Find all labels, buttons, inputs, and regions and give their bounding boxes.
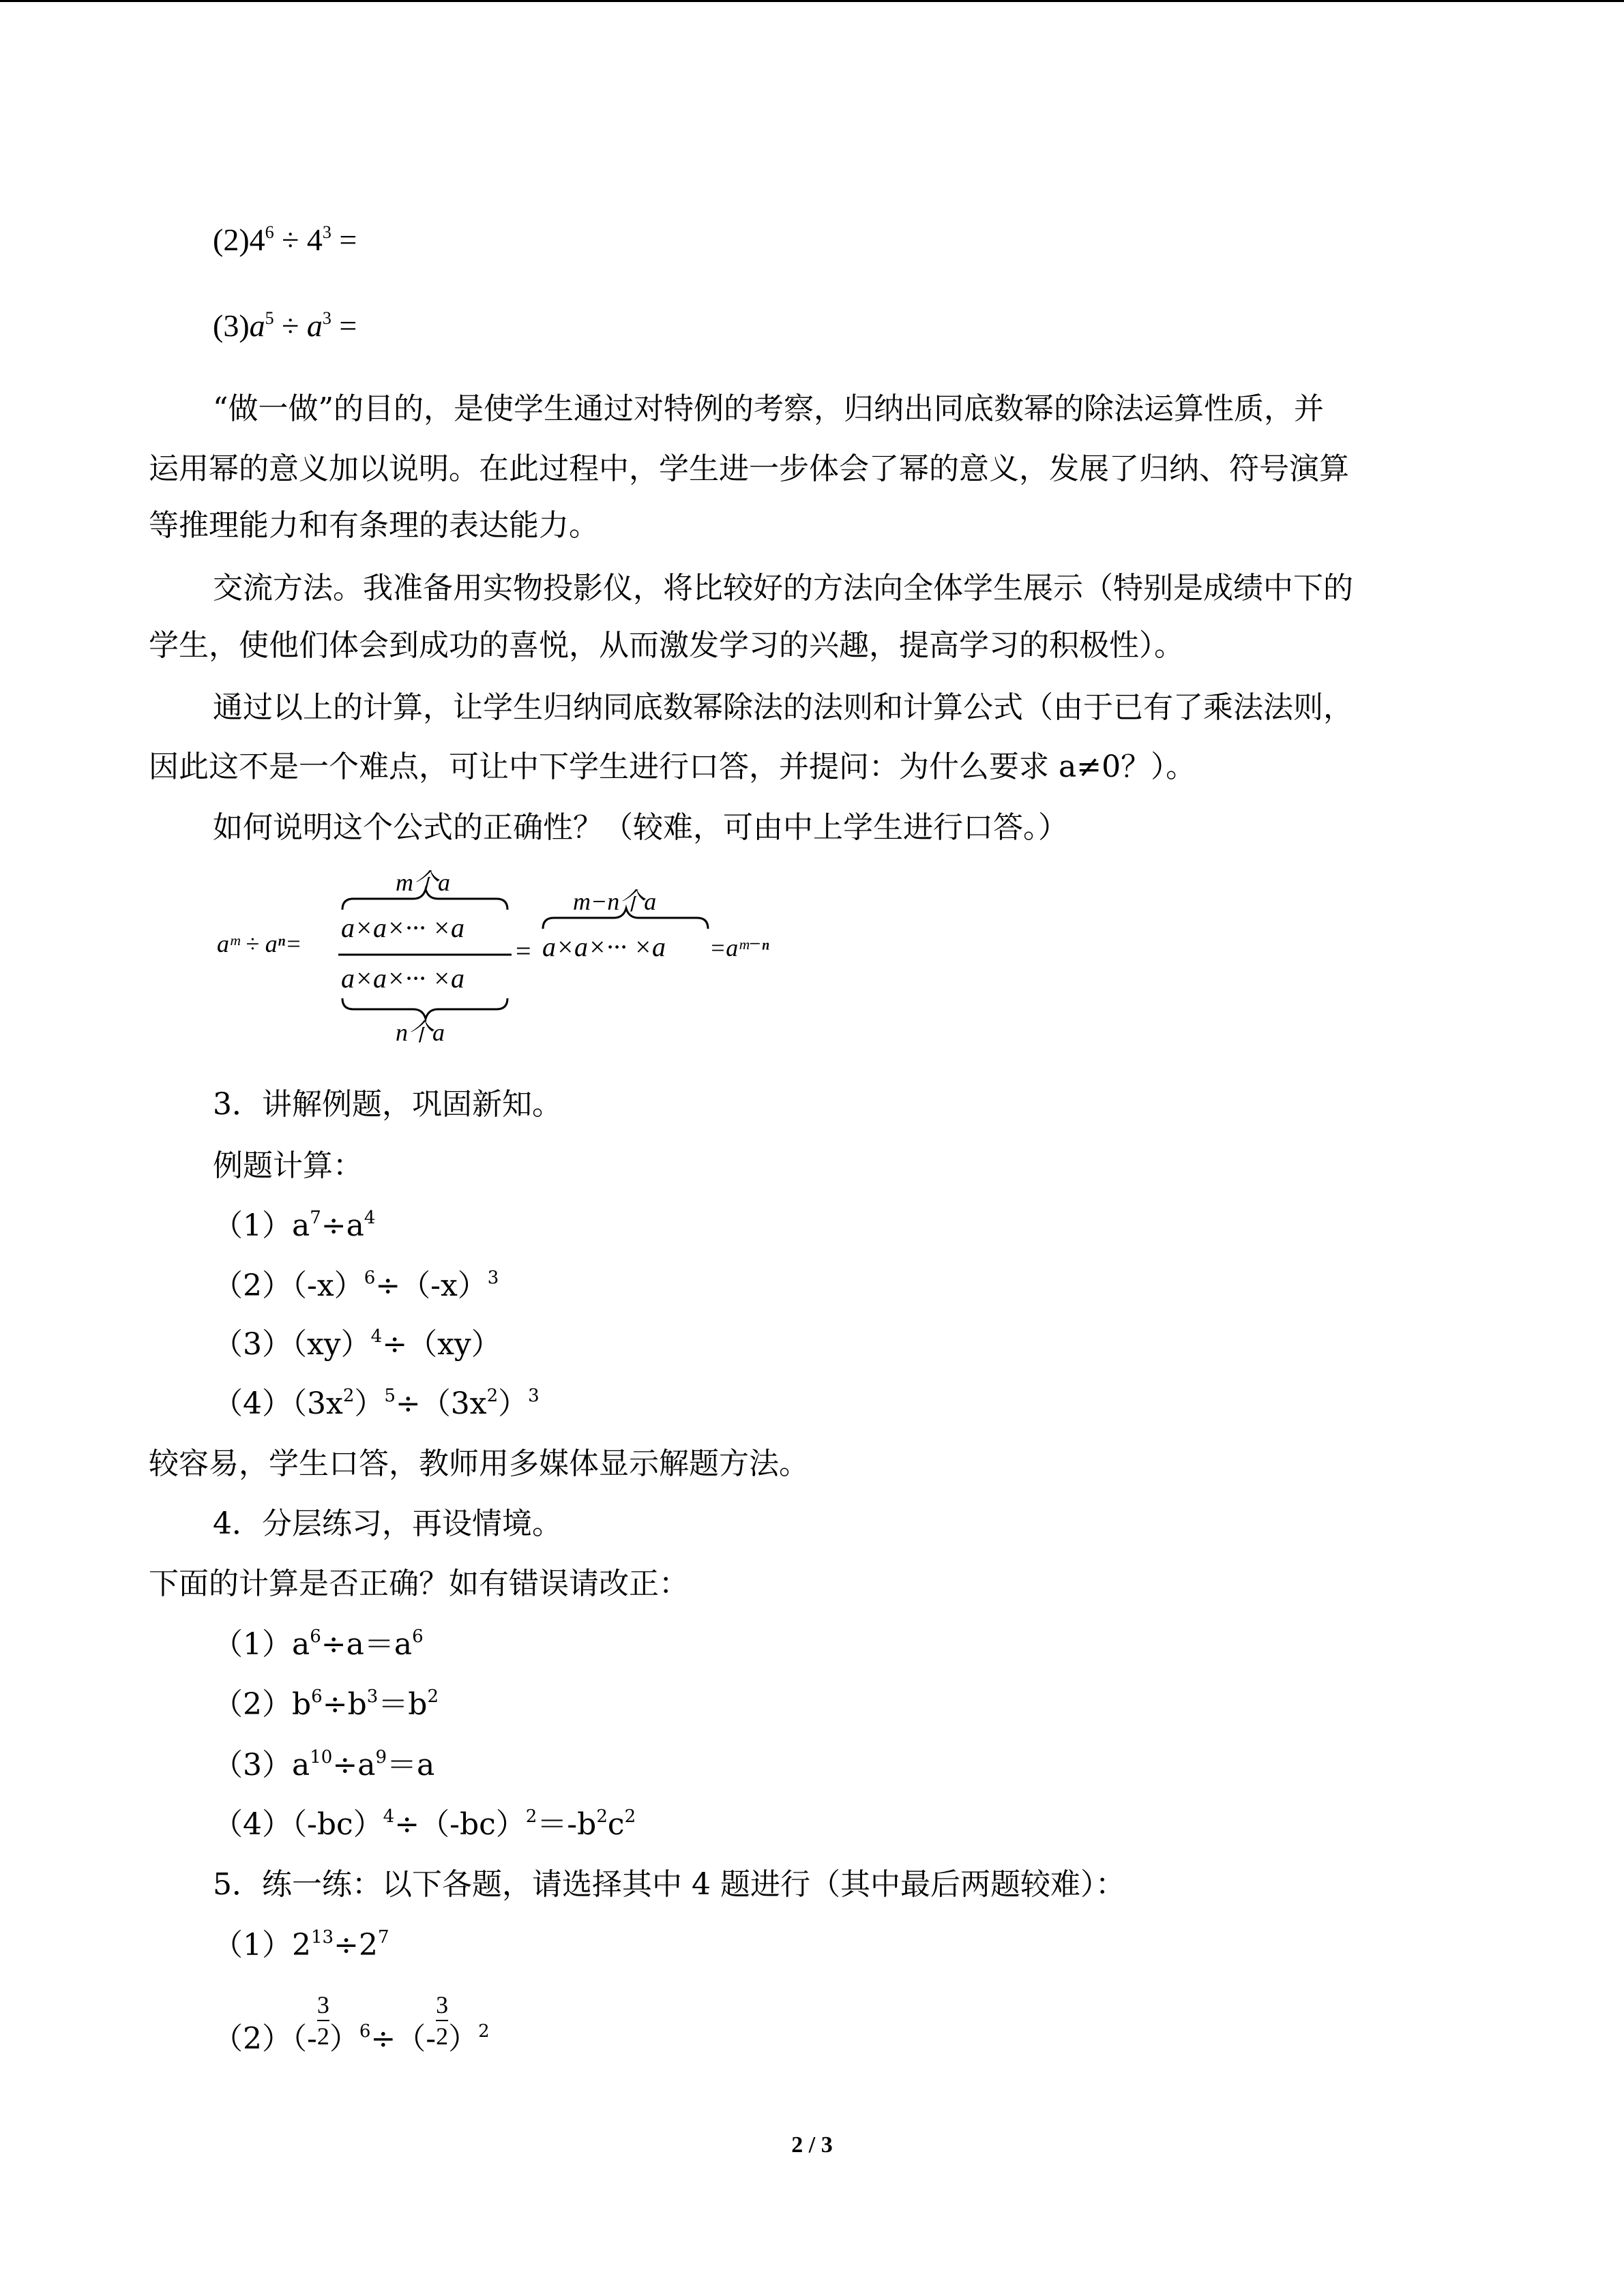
- ex3-eq: =: [331, 308, 357, 343]
- bottom-brace-label: n个a: [396, 1019, 445, 1046]
- exercise-2: [213, 221, 357, 264]
- ex1-sup2: 4: [364, 1208, 376, 1228]
- section5-title: 5．练一练：以下各题，请选择其中 4 题进行（其中最后两题较难）：: [213, 1867, 1125, 1902]
- p2-end: ）: [448, 2021, 479, 2057]
- ex3-pre: （3）（xy）: [213, 1327, 371, 1362]
- paragraph-line: 等推理能力和有条理的表达能力。: [149, 508, 599, 543]
- fraction-three-halves: [317, 1991, 329, 2050]
- ex3-mid: ÷（xy）: [382, 1327, 501, 1362]
- p1-sup2: 7: [377, 1927, 389, 1948]
- c4-g: c: [607, 1807, 625, 1842]
- ex4-sup4: 3: [528, 1386, 540, 1406]
- ex4-sup3: 2: [486, 1386, 499, 1406]
- frac1-den: 2: [316, 2023, 329, 2050]
- ex1-mid: ÷a: [321, 1208, 364, 1243]
- ex2-eq: =: [331, 222, 357, 257]
- denominator-product: a×a×··· ×a: [341, 963, 464, 994]
- ex1-sup1: 7: [310, 1208, 321, 1228]
- c2-e: ＝b: [378, 1687, 428, 1722]
- paragraph-line: 通过以上的计算，让学生归纳同底数幂除法的法则和计算公式（由于已有了乘法法则，: [213, 690, 1353, 725]
- section4-subtitle: 下面的计算是否正确？如有错误请改正：: [149, 1566, 689, 1601]
- numerator-product: a×a×··· ×a: [341, 912, 464, 943]
- paragraph-line: “做一做”的目的，是使学生通过对特例的考察，归纳出同底数幂的除法运算性质，并: [213, 391, 1324, 426]
- ex4-tail: ）: [498, 1386, 529, 1421]
- ex4-pre: （4）（3x: [213, 1386, 343, 1421]
- ex4-sup1: 2: [342, 1386, 355, 1406]
- ex2-exp2: 3: [322, 222, 331, 242]
- ex2-mid: ÷（-x）: [375, 1268, 488, 1303]
- ex3-sup1: 4: [370, 1326, 383, 1347]
- c4-e: ＝-b: [537, 1807, 597, 1842]
- c1-b: 6: [310, 1626, 321, 1647]
- ex2-exp1: 6: [265, 222, 274, 242]
- p2-mid: ）: [329, 2021, 359, 2057]
- power-division-formula: [211, 866, 812, 1050]
- fraction-three-halves-2: [436, 1991, 448, 2050]
- c4-f: 2: [596, 1806, 608, 1827]
- c4-d: 2: [525, 1806, 537, 1827]
- p2-sup2: 2: [478, 2021, 490, 2042]
- p2-div: ÷（-: [370, 2021, 437, 2057]
- example-item-2: [213, 1267, 499, 1309]
- c3-e: ＝a: [386, 1748, 435, 1783]
- c2-c: ÷b: [322, 1687, 367, 1722]
- section3-note: 较容易，学生口答，教师用多媒体显示解题方法。: [149, 1446, 809, 1481]
- ex2-pre: （2）（-x）: [213, 1268, 364, 1303]
- p2-pre: （2）（-: [213, 2021, 317, 2057]
- mid-product: a×a×··· ×a: [542, 931, 666, 962]
- c2-f: 2: [427, 1686, 439, 1707]
- ex2-op: ÷ 4: [274, 222, 323, 257]
- p1-pre: （1）2: [213, 1928, 311, 1963]
- frac2-bar: [436, 2020, 448, 2021]
- mid-brace: [543, 908, 708, 929]
- top-brace: [342, 889, 507, 910]
- ex3-var2: a: [306, 308, 323, 343]
- check-item-3: [213, 1746, 434, 1789]
- equals-sign: =: [516, 936, 531, 966]
- formula-result: =aᵐ⁻ⁿ: [709, 934, 769, 961]
- paragraph-line: 因此这不是一个难点，可让中下学生进行口答，并提问：为什么要求 a≠0？）。: [149, 749, 1196, 784]
- c1-d: 6: [412, 1626, 424, 1647]
- ex4-mid: ）: [354, 1386, 385, 1421]
- paragraph-line: 交流方法。我准备用实物投影仪，将比较好的方法向全体学生展示（特别是成绩中下的: [213, 571, 1353, 606]
- ex3-var: a: [249, 308, 265, 343]
- ex3-exp1: 5: [265, 308, 274, 328]
- paragraph-line: 如何说明这个公式的正确性？（较难，可由中上学生进行口答。）: [213, 810, 1068, 845]
- p1-sup1: 13: [311, 1927, 334, 1948]
- practice-item-1: [213, 1926, 389, 1969]
- frac1-bar: [317, 2020, 329, 2021]
- page-number: 2 / 3: [791, 2132, 833, 2158]
- section3-title: 3．讲解例题，巩固新知。: [213, 1087, 562, 1122]
- p1-mid: ÷2: [334, 1928, 378, 1963]
- frac1-num: 3: [316, 1991, 329, 2018]
- ex4-post: ÷（3x: [395, 1386, 487, 1421]
- section3-subtitle: 例题计算：: [213, 1148, 363, 1183]
- ex1-pre: （1）a: [213, 1208, 310, 1243]
- c3-b: 10: [310, 1747, 333, 1768]
- bottom-brace: [342, 998, 507, 1019]
- frac2-den: 2: [436, 2023, 449, 2050]
- p2-sup1: 6: [359, 2021, 371, 2042]
- section4-title: 4．分层练习，再设情境。: [213, 1506, 562, 1541]
- c4-h: 2: [624, 1806, 636, 1827]
- formula-lhs: aᵐ ÷ aⁿ=: [217, 930, 302, 957]
- top-brace-label: m个a: [396, 869, 450, 896]
- frac2-num: 3: [436, 1991, 449, 2018]
- paragraph-line: 运用幂的意义加以说明。在此过程中，学生进一步体会了幂的意义，发展了归纳、符号演算: [149, 451, 1349, 486]
- c3-c: ÷a: [332, 1748, 376, 1783]
- c1-a: （1）a: [213, 1627, 310, 1662]
- ex4-sup2: 5: [384, 1386, 396, 1406]
- c2-d: 3: [366, 1686, 379, 1707]
- c2-a: （2）b: [213, 1687, 312, 1722]
- ex2-sup2: 3: [487, 1268, 499, 1288]
- ex3-exp2: 3: [322, 308, 331, 328]
- check-item-2: [213, 1686, 439, 1728]
- c4-b: 4: [383, 1806, 395, 1827]
- mid-brace-label: m−n个a: [573, 888, 657, 915]
- check-item-4: [213, 1806, 636, 1848]
- paragraph-line: 学生，使他们体会到成功的喜悦，从而激发学习的兴趣，提高学习的积极性）。: [149, 628, 1184, 663]
- check-item-1: [213, 1626, 424, 1668]
- exercise-3: [213, 307, 357, 350]
- c3-d: 9: [375, 1747, 387, 1768]
- example-item-1: [213, 1207, 375, 1249]
- c2-b: 6: [311, 1686, 323, 1707]
- c4-c: ÷（-bc）: [394, 1807, 526, 1842]
- c3-a: （3）a: [213, 1748, 310, 1783]
- c4-a: （4）（-bc）: [213, 1807, 383, 1842]
- c1-c: ÷a＝a: [321, 1627, 413, 1662]
- ex2-label: (2)4: [213, 222, 265, 257]
- example-item-4: [213, 1385, 540, 1427]
- example-item-3: [213, 1326, 501, 1368]
- ex2-sup1: 6: [364, 1268, 376, 1288]
- practice-item-2: [213, 1991, 490, 2070]
- ex3-label: (3): [213, 308, 250, 343]
- ex3-op: ÷: [274, 308, 307, 343]
